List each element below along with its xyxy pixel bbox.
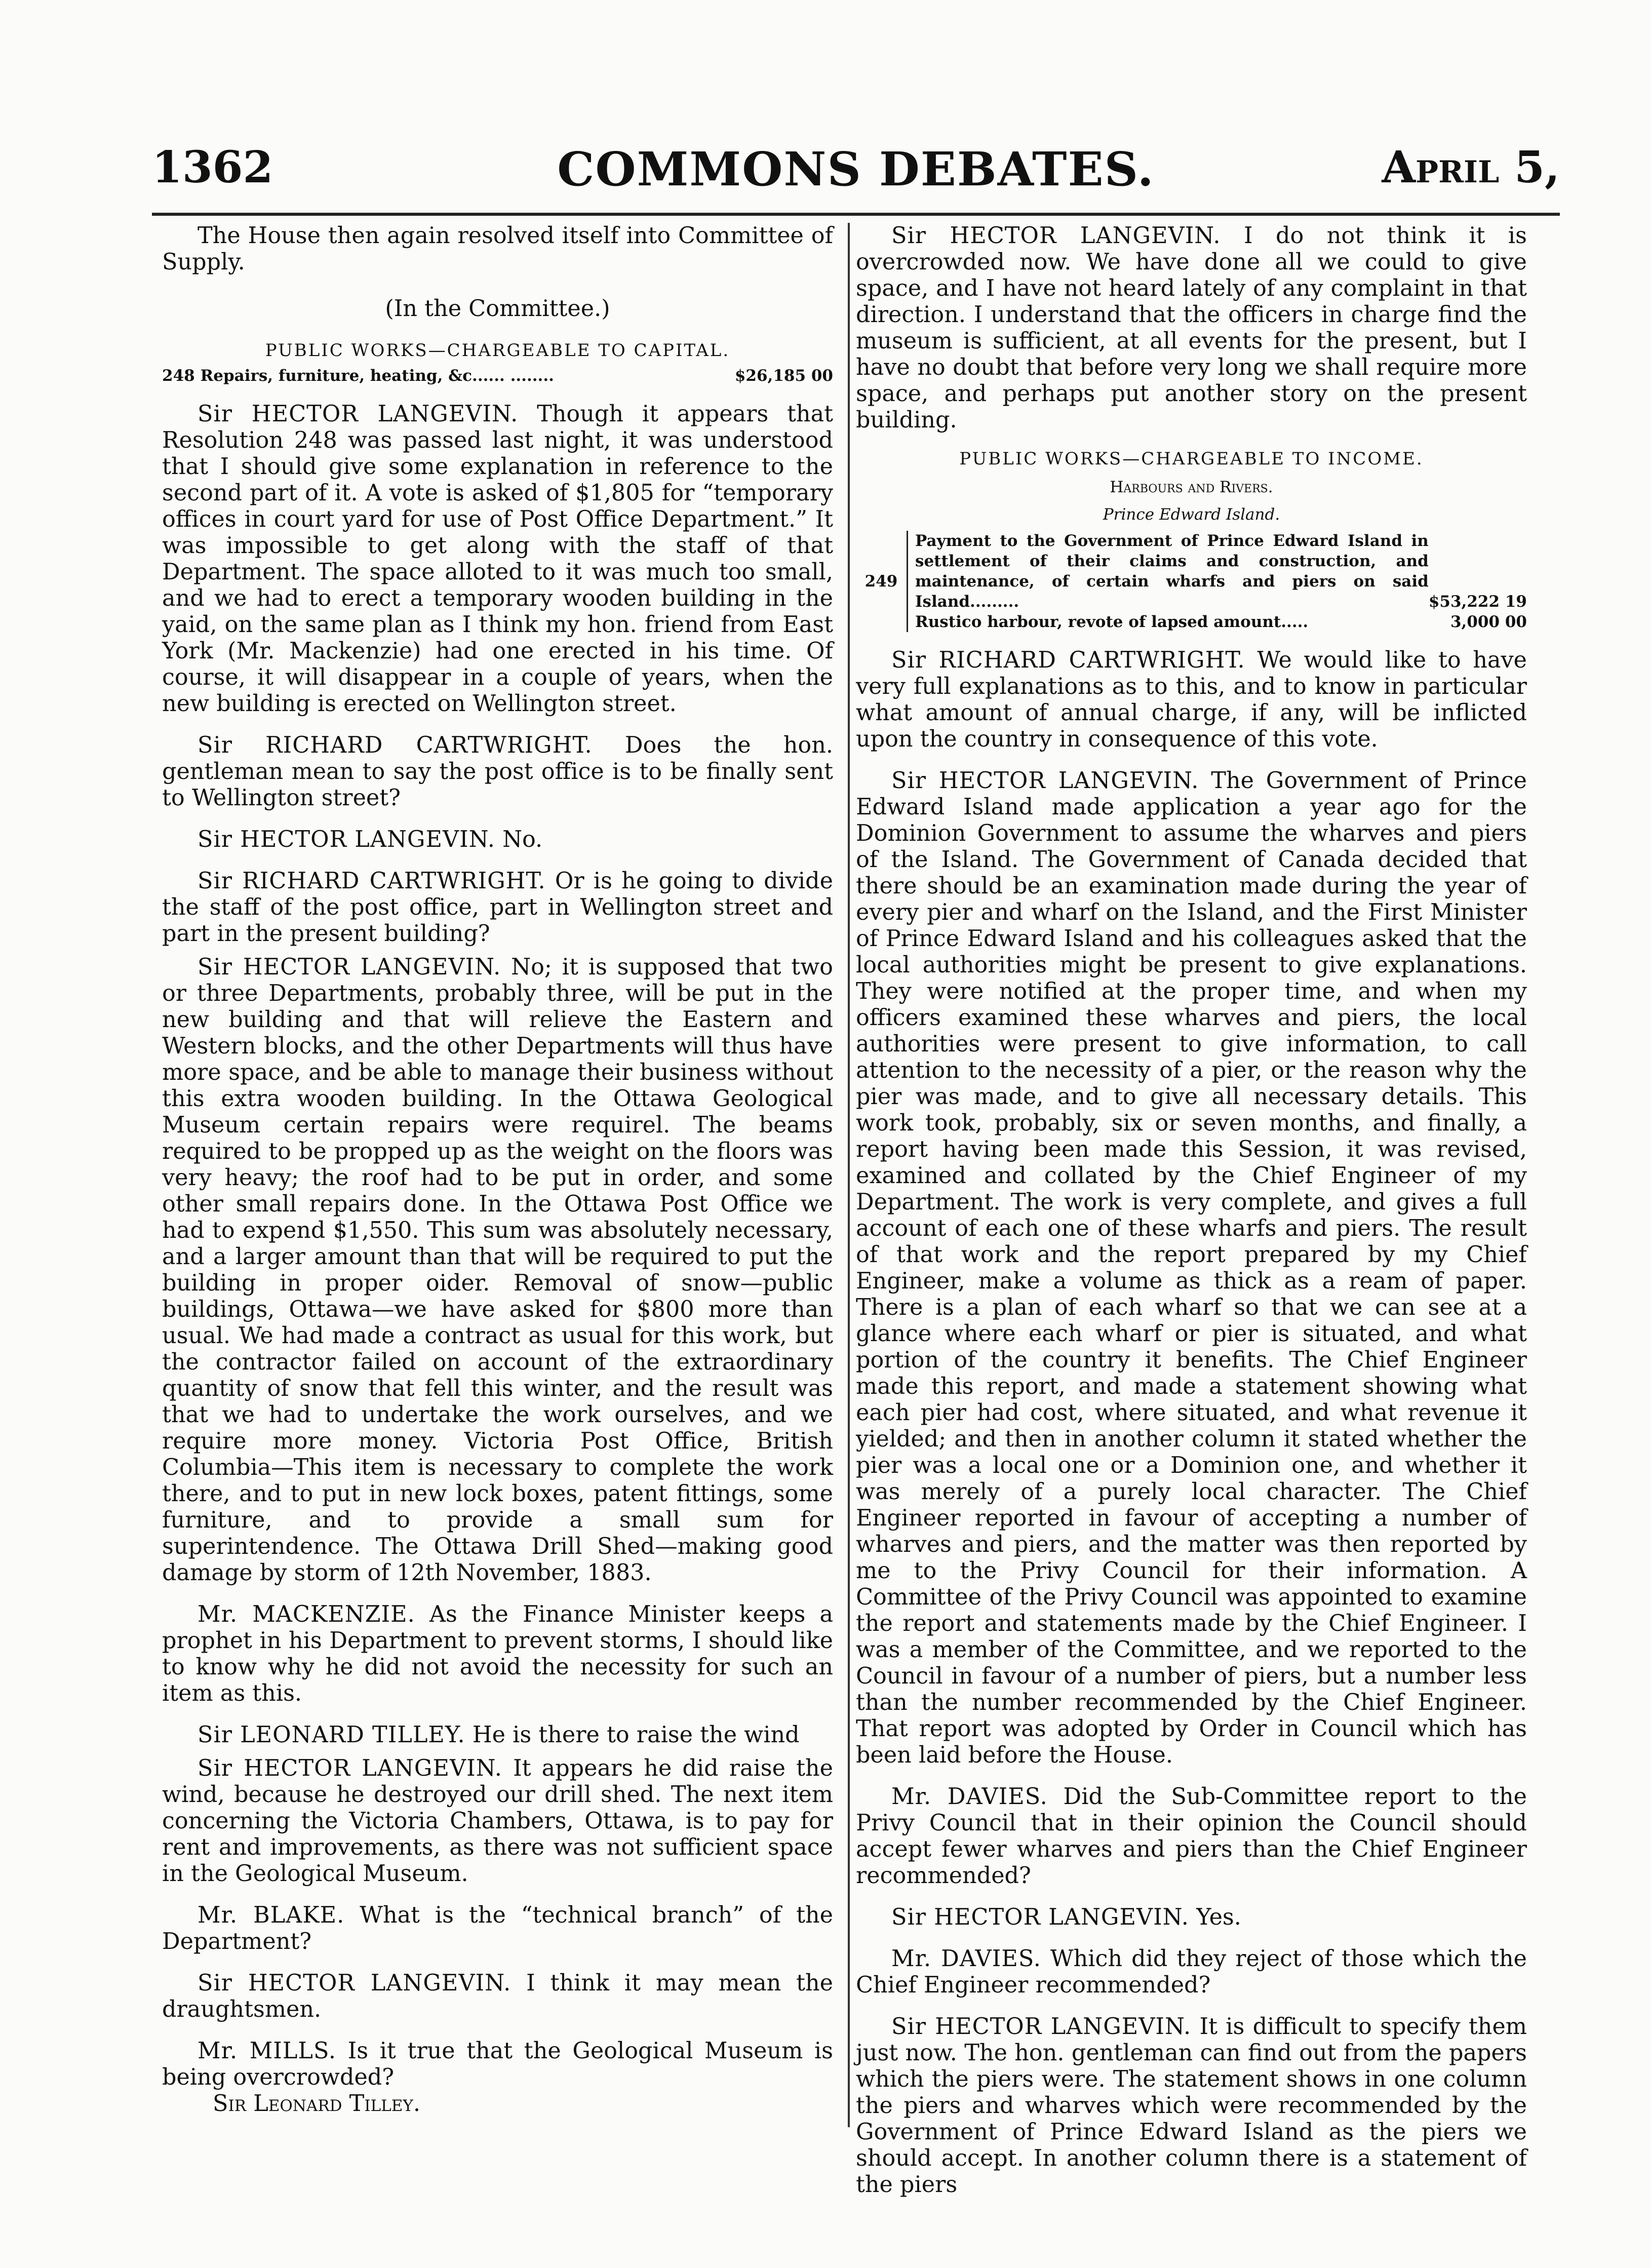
speech-text: Which did they reject of those which the Chief Engineer recommended?	[856, 1946, 1527, 1998]
speech	[162, 954, 833, 1586]
speech	[162, 868, 833, 947]
speech	[856, 1946, 1527, 1999]
speaker: Sir HECTOR LANGEVIN.	[198, 827, 495, 852]
speech-text: Yes.	[1196, 1904, 1241, 1930]
speech	[162, 1902, 833, 1955]
speech-text: I do not think it is overcrowded now. We have done all we could to give space, and I have not heard lately of any complaint in that direction. I understand that the officers in charge find the museum is sufficient, at all events for the present, but I have no doubt that before very long we shall require more space, and perhaps put another story on the present building.	[856, 223, 1527, 433]
speech-text: It is difficult to specify them just now. The hon. gentleman can find out from the papers which the piers were. The statement shows in one column the piers and wharves which were recommended by the Government of Prince Edward Island as the piers we should accept. In another column there is a statement of the piers	[856, 2014, 1527, 2198]
estimate-label: Rustico harbour, revote of lapsed amount.....	[908, 612, 1429, 632]
speaker: Sir HECTOR LANGEVIN.	[891, 768, 1199, 794]
speaker: Sir RICHARD CARTWRIGHT.	[198, 868, 546, 894]
speech	[162, 2038, 833, 2091]
speech	[856, 2014, 1527, 2198]
section-heading: PUBLIC WORKS—CHARGEABLE TO CAPITAL.	[265, 340, 730, 361]
speaker: Sir RICHARD CARTWRIGHT.	[891, 647, 1245, 673]
speaker: Mr. MACKENZIE.	[198, 1601, 415, 1627]
speech-text: The Government of Prince Edward Island made application a year ago for the Dominion Government to assume the wharves and piers of the Island. The Government of Canada decided that there should be an examination made during the year of every pier and wharf on the Island, and the First Minister of Prince Edward Island and his colleagues asked that the local authorities might be present to give explanations. They were notified at the proper time, and when my officers examined these wharves and piers, the local authorities were present to give information, to call attention to the necessity of a pier, or the reason why the pier was made, and to give all necessary details. This work took, probably, six or seven months, and finally, a report having been made this Session, it was revised, examined and collated by the Chief Engineer of my Department. The work is very complete, and gives a full account of each one of these wharfs and piers. The result of that work and the report prepared by my Chief Engineer, make a volume as thick as a ream of paper. There is a plan of each wharf so that we can see at a glance where each wharf or pier is situated, and what portion of the country it benefits. The Chief Engineer made this report, and made a statement showing what each pier had cost, where situated, and what revenue it yielded; and then in another column it stated whether the pier was a local one or a Dominion one, and whether it was merely of a purely local character. The Chief Engineer reported in favour of accepting a number of wharves and piers, and the matter was then reported by me to the Privy Council for their information. A Committee of the Privy Council was appointed to examine the report and statements made by the Chief Engineer. I was a member of the Committee, and we reported to the Council in favour of a number of piers, but a number less than the number recommended by the Chief Engineer. That report was adopted by Order in Council which has been laid before the House.	[856, 768, 1527, 1768]
speaker: Sir HECTOR LANGEVIN.	[198, 954, 501, 980]
paragraph: The House then again resolved itself into Committee of Supply.	[162, 223, 833, 275]
left-column	[162, 223, 833, 2124]
estimate-table	[856, 531, 1527, 632]
section-heading: PUBLIC WORKS—CHARGEABLE TO INCOME.	[959, 449, 1424, 469]
speech-text: As the Finance Minister keeps a prophet in his Department to prevent storms, I should like to know why he did not avoid the necessity for such an item as this.	[162, 1601, 833, 1706]
page-date: April 5,	[1382, 142, 1560, 193]
signoff: Sir Leonard Tilley.	[213, 2091, 421, 2117]
speech	[856, 647, 1527, 753]
speech	[162, 1755, 833, 1887]
speech	[162, 1722, 833, 1748]
speech	[856, 1784, 1527, 1889]
right-column	[856, 223, 1527, 2205]
estimate-amount: $53,222 19	[1428, 593, 1527, 611]
speech-text: Though it appears that Resolution 248 was passed last night, it was understood that I should give some explanation in reference to the second part of it. A vote is asked of $1,805 for “temporary offices in court yard for use of Post Office Department.” It was impossible to get along with the staff of that Department. The space alloted to it was much too small, and we had to erect a temporary wooden building in the yaid, on the same plan as I think my hon. friend from East York (Mr. Mackenzie) had one erected in his time. Of course, it will disappear in a couple of years, when the new building is erected on Wellington street.	[162, 401, 834, 717]
speaker: Sir RICHARD CARTWRIGHT.	[198, 732, 593, 758]
speaker: Mr. MILLS.	[198, 2038, 337, 2064]
estimate-amount: 3,000 00	[1450, 613, 1527, 631]
speaker: Sir HECTOR LANGEVIN.	[891, 2014, 1192, 2040]
speech-text: Did the Sub-Committee report to the Privy Council that in their opinion the Council should accept fewer wharves and piers than the Chief Engineer recommended?	[856, 1784, 1527, 1889]
speech-text: No.	[502, 827, 543, 852]
speech	[162, 1970, 833, 2023]
estimate-number: 249	[864, 572, 898, 591]
province-heading: Prince Edward Island.	[1103, 505, 1280, 524]
speaker: Mr. BLAKE.	[198, 1902, 345, 1928]
speech-text: What is the “technical branch” of the Department?	[162, 1902, 833, 1954]
speech-text: Is it true that the Geological Museum is being overcrowded?	[162, 2038, 833, 2090]
estimate-row	[856, 612, 1527, 632]
speech-text: Does the hon. gentleman mean to say the post office is to be finally sent to Wellington street?	[162, 732, 833, 811]
speaker: Mr. DAVIES.	[891, 1784, 1048, 1810]
subsection-heading: Harbours and Rivers.	[1110, 478, 1273, 496]
speaker: Sir HECTOR LANGEVIN.	[198, 401, 519, 427]
committee-note: (In the Committee.)	[385, 296, 610, 322]
speech	[856, 768, 1527, 1769]
estimate-label: Payment to the Government of Prince Edward Island in settlement of their claims and construction, and maintenance, of certain wharfs and piers on said Island.........	[908, 531, 1429, 612]
header-rule	[152, 213, 1560, 216]
speech-text: He is there to raise the wind	[472, 1722, 800, 1748]
speaker: Mr. DAVIES.	[891, 1946, 1041, 1972]
speech-text: Or is he going to divide the staff of the post office, part in Wellington street and part in the present building?	[162, 868, 833, 947]
estimate-table	[162, 366, 833, 386]
speaker: Sir HECTOR LANGEVIN.	[891, 223, 1221, 249]
estimate-amount: $26,185 00	[734, 367, 833, 385]
speaker: Sir HECTOR LANGEVIN.	[198, 1755, 502, 1781]
speaker: Sir HECTOR LANGEVIN.	[198, 1970, 512, 1996]
column-divider	[848, 223, 850, 2127]
publication-title: COMMONS DEBATES.	[557, 142, 1155, 197]
speech	[162, 1601, 833, 1707]
speech	[856, 223, 1527, 434]
page-number: 1362	[152, 142, 273, 193]
speech	[856, 1904, 1527, 1931]
speaker: Sir LEONARD TILLEY.	[198, 1722, 465, 1748]
estimate-row	[856, 531, 1527, 612]
speech-text: It appears he did raise the wind, because he destroyed our drill shed. The next item concerning the Victoria Chambers, Ottawa, is to pay for rent and improvements, as there was not sufficient space in the Geological Museum.	[162, 1755, 834, 1887]
speech-text: We would like to have very full explanations as to this, and to know in particular what amount of annual charge, if any, will be inflicted upon the country in consequence of this vote.	[856, 647, 1527, 752]
speech-text: I think it may mean the draughtsmen.	[162, 1970, 833, 2022]
page-header	[152, 137, 1560, 213]
speech-text: No; it is supposed that two or three Departments, probably three, will be put in the new building and that will relieve the Eastern and Western blocks, and the other Departments will thus have more space, and be able to manage their business without this extra wooden building. In the Ottawa Geological Museum certain repairs were requirel. The beams required to be propped up as the weight on the floors was very heavy; the roof had to be put in order, and some other small repairs done. In the Ottawa Post Office we had to expend $1,550. This sum was absolutely necessary, and a larger amount than that will be required to put the building in proper oider. Removal of snow—public buildings, Ottawa—we have asked for $800 more than usual. We had made a contract as usual for this work, but the contractor failed on account of the extraordinary quantity of snow that fell this winter, and the result was that we had to undertake the work ourselves, and we require more money. Victoria Post Office, British Columbia—This item is necessary to complete the work there, and to put in new lock boxes, patent fittings, some furniture, and to provide a small sum for superintendence. The Ottawa Drill Shed—making good damage by storm of 12th November, 1883.	[162, 954, 833, 1586]
speaker: Sir HECTOR LANGEVIN.	[891, 1904, 1189, 1930]
speech	[162, 732, 833, 811]
estimate-row	[162, 366, 833, 386]
estimate-label: 248 Repairs, furniture, heating, &c...... ........	[162, 367, 554, 385]
speech	[162, 827, 833, 853]
speech	[162, 401, 833, 717]
